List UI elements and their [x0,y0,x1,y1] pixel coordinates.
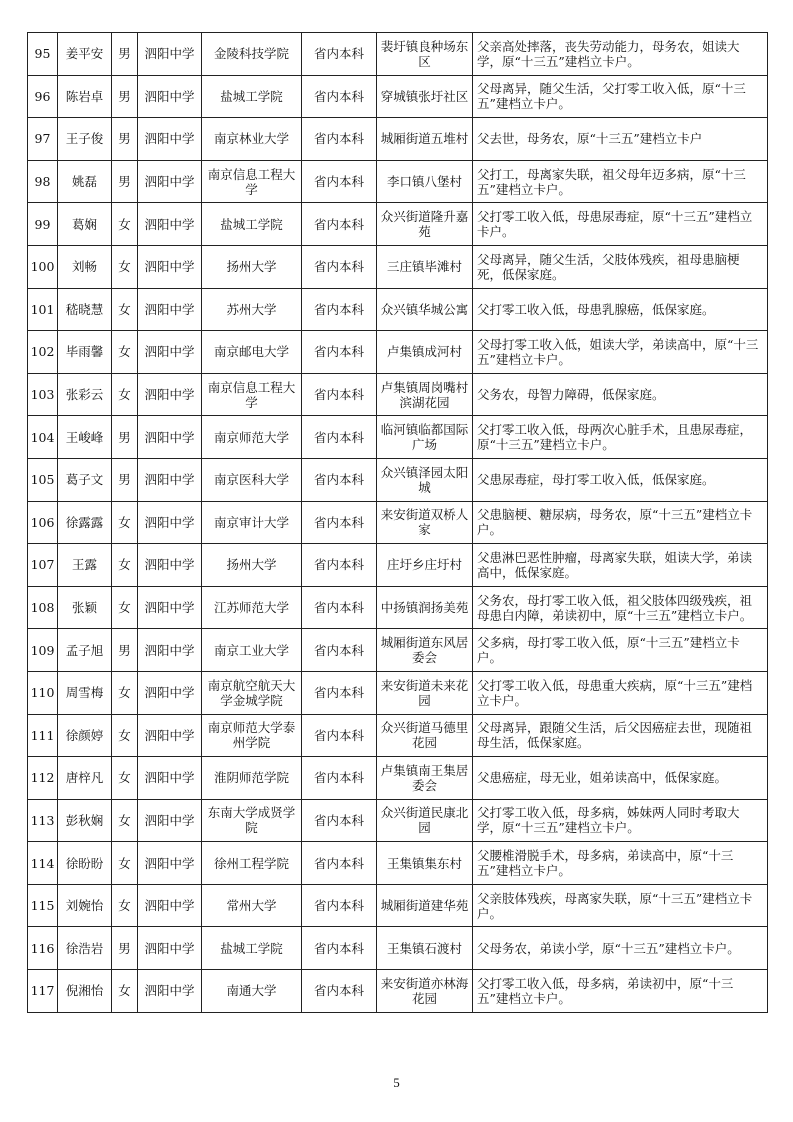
university-cell: 徐州工程学院 [202,842,302,885]
address-cell: 众兴街道民康北园 [377,799,473,842]
high-school-cell: 泗阳中学 [138,245,202,288]
address-cell: 王集镇石渡村 [377,927,473,970]
admission-type-cell: 省内本科 [302,757,377,800]
university-cell: 南京医科大学 [202,458,302,501]
gender-cell: 女 [112,714,138,757]
high-school-cell: 泗阳中学 [138,75,202,118]
student-name-cell: 姚磊 [58,160,112,203]
university-cell: 南京邮电大学 [202,331,302,374]
row-number-cell: 101 [28,288,58,331]
admission-type-cell: 省内本科 [302,458,377,501]
row-number-cell: 100 [28,245,58,288]
hardship-description-cell: 父母离异，跟随父生活，后父因癌症去世，现随祖母生活，低保家庭。 [473,714,768,757]
university-cell: 南通大学 [202,970,302,1013]
hardship-description-cell: 父亲肢体残疾，母离家失联，原“十三五”建档立卡户。 [473,884,768,927]
hardship-description-cell: 父打工，母离家失联，祖父母年迈多病，原“十三五”建档立卡户。 [473,160,768,203]
gender-cell: 女 [112,970,138,1013]
student-name-cell: 毕雨馨 [58,331,112,374]
table-row [28,288,768,331]
university-cell: 扬州大学 [202,544,302,587]
gender-cell: 男 [112,118,138,161]
high-school-cell: 泗阳中学 [138,160,202,203]
gender-cell: 女 [112,331,138,374]
row-number-cell: 115 [28,884,58,927]
gender-cell: 男 [112,927,138,970]
student-name-cell: 徐盼盼 [58,842,112,885]
high-school-cell: 泗阳中学 [138,544,202,587]
university-cell: 南京师范大学 [202,416,302,459]
admission-type-cell: 省内本科 [302,629,377,672]
high-school-cell: 泗阳中学 [138,331,202,374]
admission-type-cell: 省内本科 [302,160,377,203]
address-cell: 裴圩镇良种场东区 [377,33,473,76]
high-school-cell: 泗阳中学 [138,714,202,757]
row-number-cell: 103 [28,373,58,416]
table-row [28,884,768,927]
admission-type-cell: 省内本科 [302,714,377,757]
high-school-cell: 泗阳中学 [138,288,202,331]
table-row [28,544,768,587]
hardship-description-cell: 父打零工收入低，母患重大疾病，原“十三五”建档立卡户。 [473,671,768,714]
gender-cell: 女 [112,501,138,544]
hardship-description-cell: 父腰椎滑脱手术，母多病，弟读高中，原“十三五”建档立卡户。 [473,842,768,885]
table-row [28,671,768,714]
admission-type-cell: 省内本科 [302,970,377,1013]
admission-type-cell: 省内本科 [302,288,377,331]
row-number-cell: 102 [28,331,58,374]
admission-type-cell: 省内本科 [302,927,377,970]
table-row [28,75,768,118]
table-row [28,714,768,757]
university-cell: 常州大学 [202,884,302,927]
high-school-cell: 泗阳中学 [138,757,202,800]
gender-cell: 女 [112,544,138,587]
address-cell: 临河镇临都国际广场 [377,416,473,459]
student-name-cell: 张彩云 [58,373,112,416]
admission-type-cell: 省内本科 [302,203,377,246]
university-cell: 南京工业大学 [202,629,302,672]
row-number-cell: 96 [28,75,58,118]
student-name-cell: 姜平安 [58,33,112,76]
gender-cell: 女 [112,757,138,800]
row-number-cell: 117 [28,970,58,1013]
gender-cell: 女 [112,799,138,842]
address-cell: 王集镇集东村 [377,842,473,885]
gender-cell: 男 [112,629,138,672]
university-cell: 南京航空航天大学金城学院 [202,671,302,714]
table-row [28,629,768,672]
high-school-cell: 泗阳中学 [138,799,202,842]
gender-cell: 男 [112,458,138,501]
gender-cell: 女 [112,203,138,246]
high-school-cell: 泗阳中学 [138,842,202,885]
high-school-cell: 泗阳中学 [138,586,202,629]
student-name-cell: 徐浩岩 [58,927,112,970]
row-number-cell: 113 [28,799,58,842]
hardship-description-cell: 父务农，母智力障碍，低保家庭。 [473,373,768,416]
university-cell: 盐城工学院 [202,203,302,246]
table-body [28,33,768,1013]
row-number-cell: 98 [28,160,58,203]
address-cell: 众兴镇泽园太阳城 [377,458,473,501]
hardship-description-cell: 父务农，母打零工收入低，祖父肢体四级残疾，祖母患白内障，弟读初中，原“十三五”建档立卡户。 [473,586,768,629]
admission-type-cell: 省内本科 [302,33,377,76]
gender-cell: 女 [112,671,138,714]
high-school-cell: 泗阳中学 [138,118,202,161]
high-school-cell: 泗阳中学 [138,629,202,672]
university-cell: 南京信息工程大学 [202,160,302,203]
address-cell: 众兴镇华城公寓 [377,288,473,331]
address-cell: 庄圩乡庄圩村 [377,544,473,587]
table-row [28,799,768,842]
student-aid-table-page [27,32,767,1013]
student-name-cell: 刘畅 [58,245,112,288]
hardship-description-cell: 父母打零工收入低，姐读大学，弟读高中，原“十三五”建档立卡户。 [473,331,768,374]
hardship-description-cell: 父亲高处摔落，丧失劳动能力，母务农，姐读大学，原“十三五”建档立卡户。 [473,33,768,76]
table-row [28,160,768,203]
student-aid-table [27,32,768,1013]
high-school-cell: 泗阳中学 [138,970,202,1013]
row-number-cell: 99 [28,203,58,246]
table-row [28,458,768,501]
table-row [28,245,768,288]
admission-type-cell: 省内本科 [302,842,377,885]
address-cell: 李口镇八堡村 [377,160,473,203]
hardship-description-cell: 父打零工收入低，母患乳腺癌，低保家庭。 [473,288,768,331]
admission-type-cell: 省内本科 [302,118,377,161]
hardship-description-cell: 父患尿毒症，母打零工收入低，低保家庭。 [473,458,768,501]
gender-cell: 女 [112,842,138,885]
student-name-cell: 唐梓凡 [58,757,112,800]
address-cell: 众兴街道隆升嘉苑 [377,203,473,246]
hardship-description-cell: 父打零工收入低，母两次心脏手术，且患尿毒症，原“十三五”建档立卡户。 [473,416,768,459]
student-name-cell: 倪湘怡 [58,970,112,1013]
student-name-cell: 陈岩卓 [58,75,112,118]
table-row [28,970,768,1013]
table-row [28,757,768,800]
high-school-cell: 泗阳中学 [138,884,202,927]
address-cell: 城厢街道东风居委会 [377,629,473,672]
table-row [28,927,768,970]
row-number-cell: 111 [28,714,58,757]
table-row [28,331,768,374]
university-cell: 南京林业大学 [202,118,302,161]
address-cell: 众兴街道马德里花园 [377,714,473,757]
row-number-cell: 110 [28,671,58,714]
gender-cell: 女 [112,245,138,288]
gender-cell: 男 [112,160,138,203]
hardship-description-cell: 父患脑梗、糖尿病，母务农，原“十三五”建档立卡户。 [473,501,768,544]
address-cell: 中扬镇润扬美苑 [377,586,473,629]
university-cell: 东南大学成贤学院 [202,799,302,842]
admission-type-cell: 省内本科 [302,586,377,629]
university-cell: 南京师范大学泰州学院 [202,714,302,757]
high-school-cell: 泗阳中学 [138,373,202,416]
table-row [28,203,768,246]
gender-cell: 男 [112,416,138,459]
admission-type-cell: 省内本科 [302,544,377,587]
table-row [28,118,768,161]
row-number-cell: 108 [28,586,58,629]
student-name-cell: 周雪梅 [58,671,112,714]
gender-cell: 男 [112,33,138,76]
hardship-description-cell: 父去世，母务农，原“十三五”建档立卡户 [473,118,768,161]
address-cell: 城厢街道建华苑 [377,884,473,927]
table-row [28,373,768,416]
gender-cell: 女 [112,884,138,927]
address-cell: 卢集镇成河村 [377,331,473,374]
university-cell: 淮阴师范学院 [202,757,302,800]
student-name-cell: 刘婉怡 [58,884,112,927]
row-number-cell: 105 [28,458,58,501]
address-cell: 卢集镇周岗嘴村滨湖花园 [377,373,473,416]
university-cell: 盐城工学院 [202,927,302,970]
hardship-description-cell: 父打零工收入低，母多病，弟读初中，原“十三五”建档立卡户。 [473,970,768,1013]
hardship-description-cell: 父母离异，随父生活，父肢体残疾，祖母患脑梗死，低保家庭。 [473,245,768,288]
row-number-cell: 109 [28,629,58,672]
student-name-cell: 徐露露 [58,501,112,544]
address-cell: 三庄镇毕滩村 [377,245,473,288]
student-name-cell: 嵇晓慧 [58,288,112,331]
hardship-description-cell: 父打零工收入低，母多病，姊妹两人同时考取大学，原“十三五”建档立卡户。 [473,799,768,842]
high-school-cell: 泗阳中学 [138,458,202,501]
high-school-cell: 泗阳中学 [138,33,202,76]
student-name-cell: 徐颜婷 [58,714,112,757]
table-row [28,586,768,629]
row-number-cell: 107 [28,544,58,587]
admission-type-cell: 省内本科 [302,799,377,842]
high-school-cell: 泗阳中学 [138,416,202,459]
university-cell: 苏州大学 [202,288,302,331]
hardship-description-cell: 父多病，母打零工收入低，原“十三五”建档立卡户。 [473,629,768,672]
admission-type-cell: 省内本科 [302,416,377,459]
hardship-description-cell: 父打零工收入低，母患尿毒症，原“十三五”建档立卡户。 [473,203,768,246]
admission-type-cell: 省内本科 [302,75,377,118]
university-cell: 南京信息工程大学 [202,373,302,416]
high-school-cell: 泗阳中学 [138,203,202,246]
university-cell: 金陵科技学院 [202,33,302,76]
address-cell: 穿城镇张圩社区 [377,75,473,118]
table-row [28,501,768,544]
address-cell: 城厢街道五堆村 [377,118,473,161]
student-name-cell: 王露 [58,544,112,587]
hardship-description-cell: 父母离异，随父生活，父打零工收入低，原“十三五”建档立卡户。 [473,75,768,118]
student-name-cell: 王峻峰 [58,416,112,459]
admission-type-cell: 省内本科 [302,373,377,416]
student-name-cell: 张颖 [58,586,112,629]
gender-cell: 女 [112,373,138,416]
row-number-cell: 114 [28,842,58,885]
gender-cell: 女 [112,288,138,331]
student-name-cell: 孟子旭 [58,629,112,672]
address-cell: 来安街道双桥人家 [377,501,473,544]
admission-type-cell: 省内本科 [302,884,377,927]
student-name-cell: 王子俊 [58,118,112,161]
page-number: 5 [393,1075,400,1090]
row-number-cell: 97 [28,118,58,161]
admission-type-cell: 省内本科 [302,331,377,374]
gender-cell: 男 [112,75,138,118]
university-cell: 盐城工学院 [202,75,302,118]
high-school-cell: 泗阳中学 [138,501,202,544]
row-number-cell: 116 [28,927,58,970]
gender-cell: 女 [112,586,138,629]
high-school-cell: 泗阳中学 [138,671,202,714]
table-row [28,842,768,885]
address-cell: 来安街道未来花园 [377,671,473,714]
row-number-cell: 104 [28,416,58,459]
table-row [28,33,768,76]
student-name-cell: 葛子文 [58,458,112,501]
university-cell: 江苏师范大学 [202,586,302,629]
admission-type-cell: 省内本科 [302,501,377,544]
hardship-description-cell: 父患癌症，母无业，姐弟读高中，低保家庭。 [473,757,768,800]
hardship-description-cell: 父母务农，弟读小学，原“十三五”建档立卡户。 [473,927,768,970]
student-name-cell: 葛娴 [58,203,112,246]
university-cell: 南京审计大学 [202,501,302,544]
admission-type-cell: 省内本科 [302,671,377,714]
address-cell: 卢集镇南王集居委会 [377,757,473,800]
row-number-cell: 112 [28,757,58,800]
university-cell: 扬州大学 [202,245,302,288]
student-name-cell: 彭秋娴 [58,799,112,842]
address-cell: 来安街道亦林海花园 [377,970,473,1013]
row-number-cell: 106 [28,501,58,544]
hardship-description-cell: 父患淋巴恶性肿瘤，母离家失联，姐读大学，弟读高中，低保家庭。 [473,544,768,587]
high-school-cell: 泗阳中学 [138,927,202,970]
table-row [28,416,768,459]
admission-type-cell: 省内本科 [302,245,377,288]
row-number-cell: 95 [28,33,58,76]
